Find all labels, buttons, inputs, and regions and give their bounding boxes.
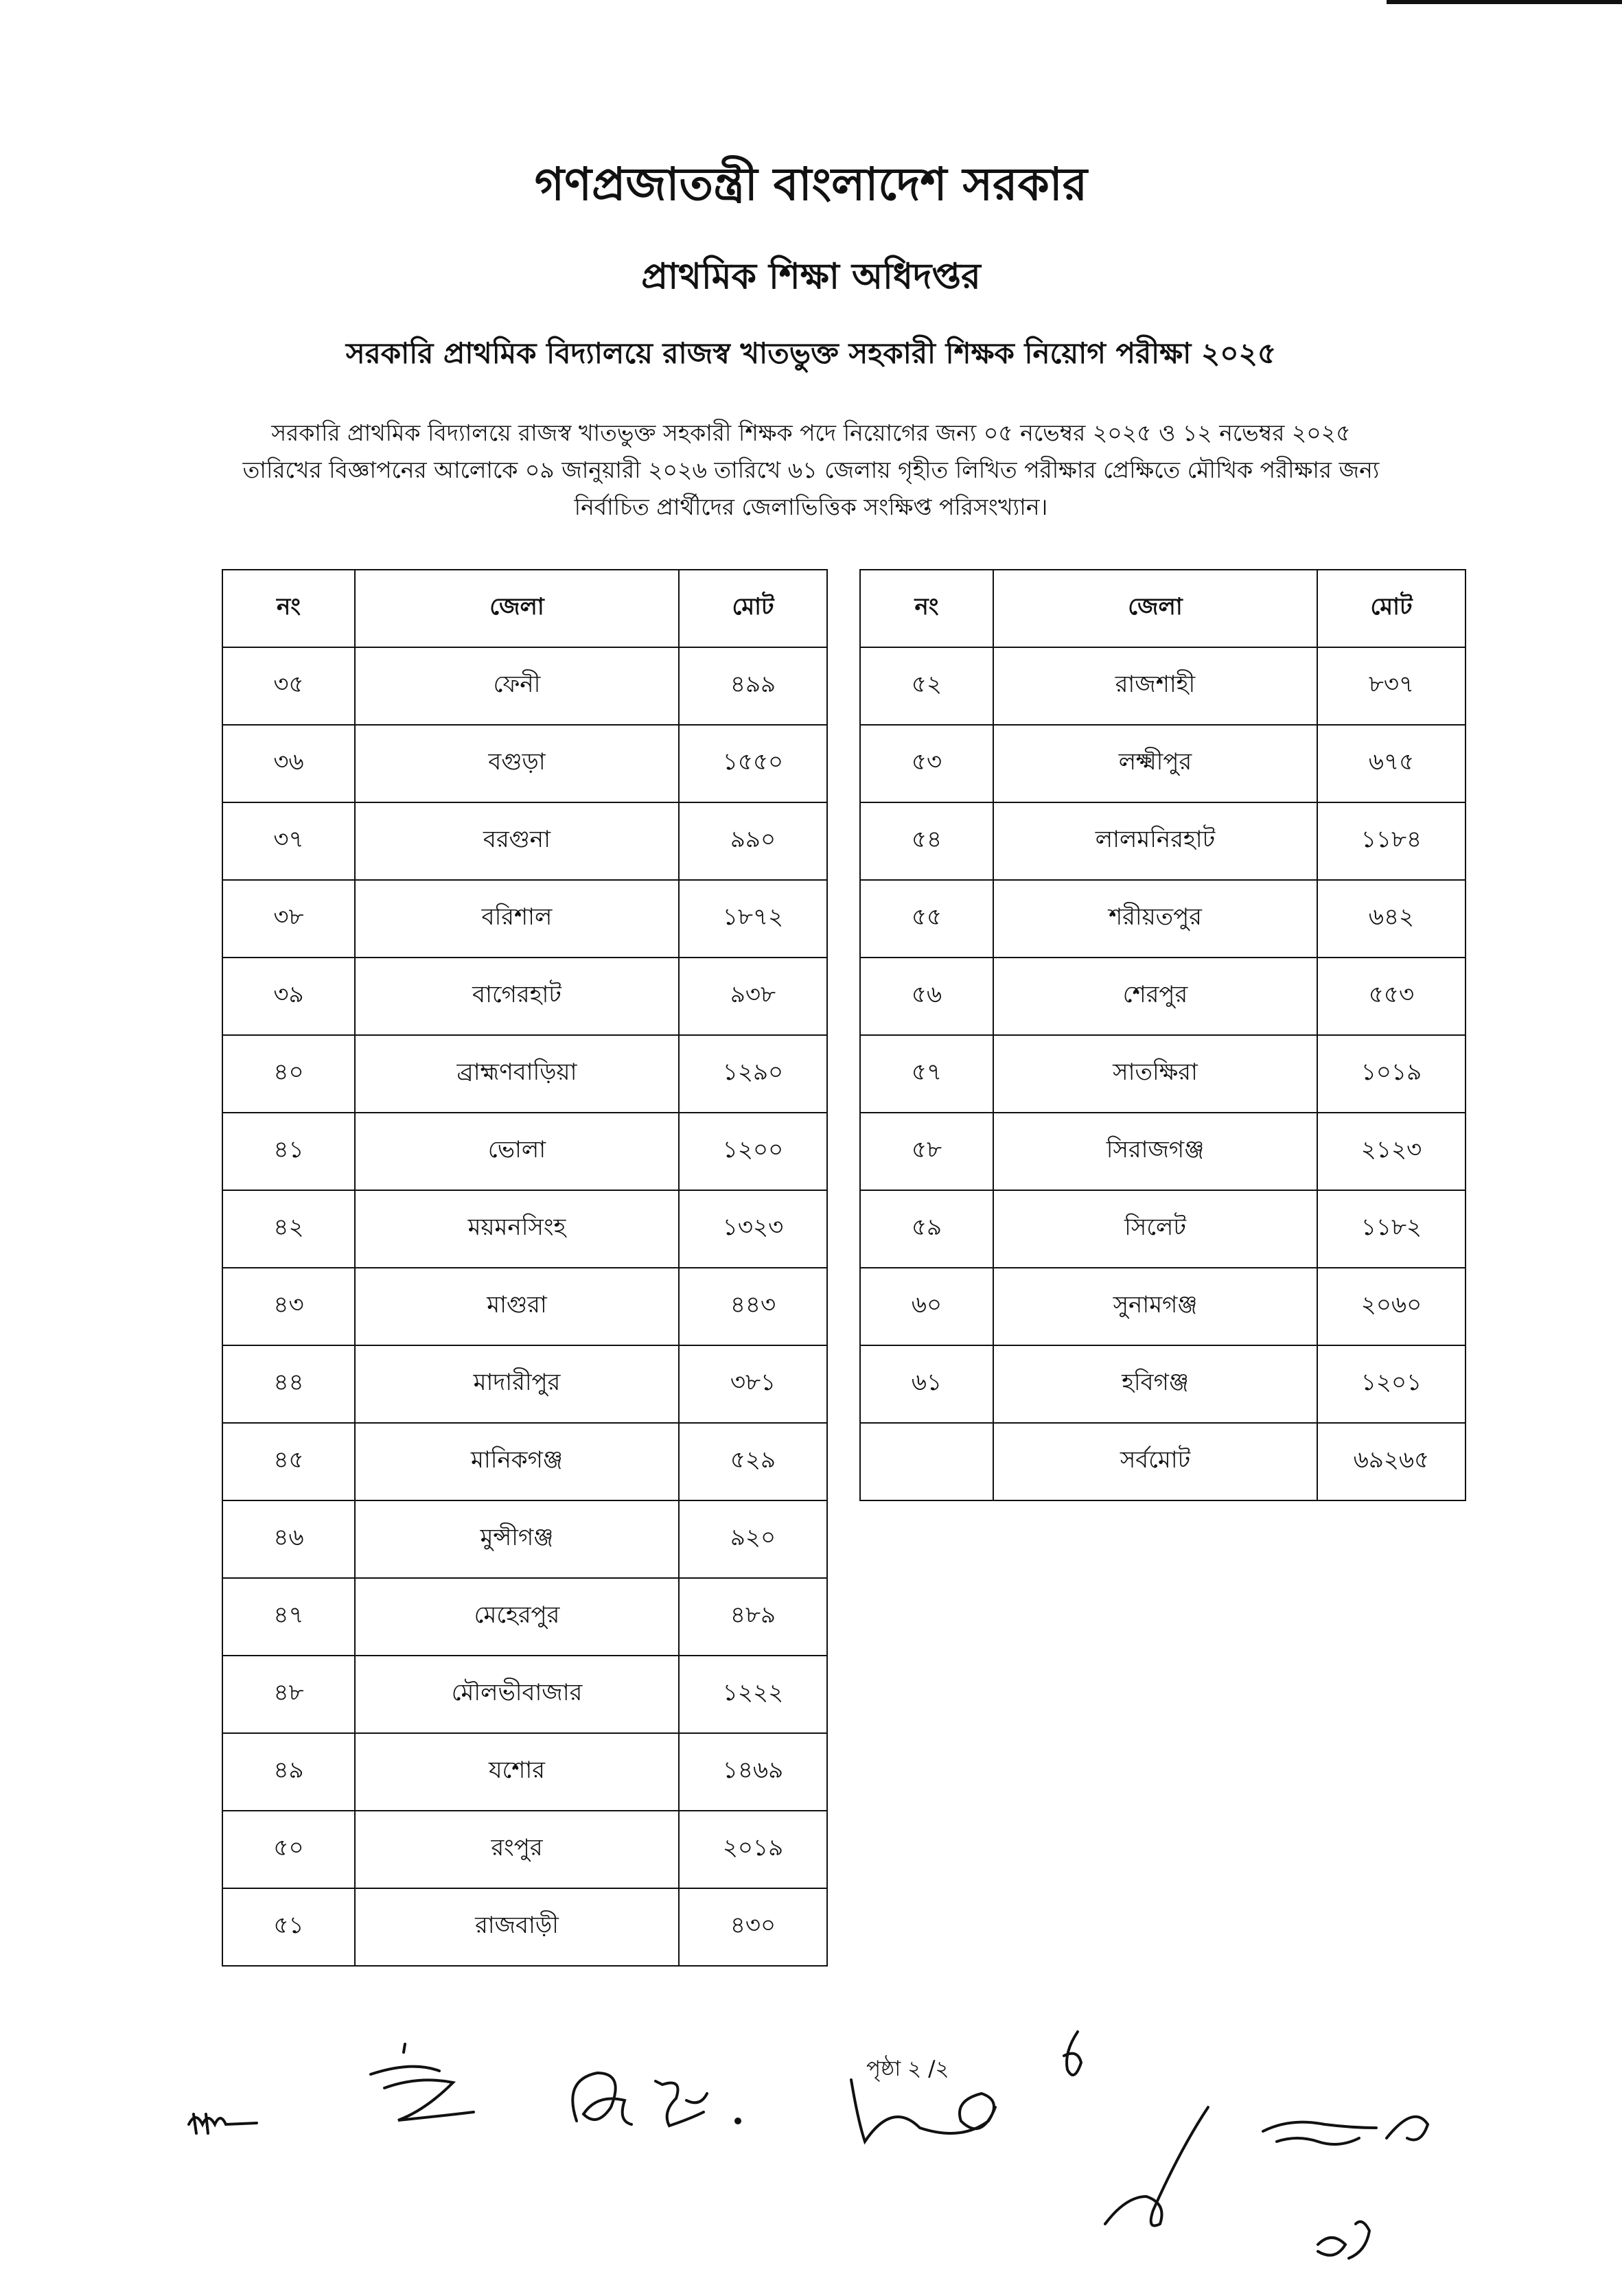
district-name-cell: রাজশাহী (993, 647, 1317, 725)
district-no-cell: ৪৪ (222, 1345, 355, 1423)
table-row (222, 1733, 827, 1811)
district-name-cell: ময়মনসিংহ (355, 1190, 679, 1268)
district-total-cell: ৬৯২৬৫ (1317, 1423, 1465, 1500)
district-total-cell: ৯৩৮ (679, 958, 827, 1035)
district-no-cell: ৫৬ (860, 958, 993, 1035)
district-total-cell: ১৫৫০ (679, 725, 827, 802)
description-line: নির্বাচিত প্রার্থীদের জেলাভিত্তিক সংক্ষিপ্ত পরিসংখ্যান। (574, 494, 1048, 520)
district-no-cell: ৪১ (222, 1113, 355, 1190)
district-no-cell: ৪৭ (222, 1578, 355, 1656)
district-total-cell: ৬৪২ (1317, 880, 1465, 958)
district-no-cell: ৪২ (222, 1190, 355, 1268)
district-name-cell: সিলেট (993, 1190, 1317, 1268)
district-total-cell: ৪৪৩ (679, 1268, 827, 1345)
table-header-row (860, 570, 1465, 647)
district-no-cell: ৫৪ (860, 802, 993, 880)
district-no-cell: ৪৬ (222, 1500, 355, 1578)
table-row (860, 1190, 1465, 1268)
district-name-cell: ফেনী (355, 647, 679, 725)
table-row (222, 725, 827, 802)
district-name-cell: মৌলভীবাজার (355, 1656, 679, 1733)
district-name-cell: সুনামগঞ্জ (993, 1268, 1317, 1345)
district-no-cell: ৬১ (860, 1345, 993, 1423)
signature-2 (371, 2044, 474, 2120)
table-row (860, 647, 1465, 725)
table-row (222, 1268, 827, 1345)
department-title: প্রাথমিক শিক্ষা অধিদপ্তর (641, 256, 981, 297)
district-name-cell: লক্ষ্মীপুর (993, 725, 1317, 802)
table-row (860, 1268, 1465, 1345)
column-header-no: নং (222, 570, 355, 647)
district-name-cell: সাতক্ষিরা (993, 1035, 1317, 1113)
district-total-cell: ৮৩৭ (1317, 647, 1465, 725)
table-row (222, 958, 827, 1035)
table-row (860, 1113, 1465, 1190)
district-no-cell: ৩৯ (222, 958, 355, 1035)
district-total-cell: ৪৩০ (679, 1888, 827, 1966)
district-table-right (859, 569, 1466, 1501)
district-total-cell: ১৩২৩ (679, 1190, 827, 1268)
district-name-cell: বাগেরহাট (355, 958, 679, 1035)
table-row (860, 1423, 1465, 1500)
district-total-cell: ১১৮২ (1317, 1190, 1465, 1268)
district-no-cell: ৫৭ (860, 1035, 993, 1113)
table-row (860, 725, 1465, 802)
district-no-cell: ৫৫ (860, 880, 993, 958)
table-row (222, 1888, 827, 1966)
district-no-cell (860, 1423, 993, 1500)
district-no-cell: ৫১ (222, 1888, 355, 1966)
table-row (222, 647, 827, 725)
table-row (222, 880, 827, 958)
table-header-row (222, 570, 827, 647)
table-row (860, 880, 1465, 958)
district-name-cell: বরগুনা (355, 802, 679, 880)
district-no-cell: ৪৩ (222, 1268, 355, 1345)
table-row (222, 1035, 827, 1113)
government-title: গণপ্রজাতন্ত্রী বাংলাদেশ সরকার (534, 158, 1088, 211)
district-name-cell: বগুড়া (355, 725, 679, 802)
district-name-cell: লালমনিরহাট (993, 802, 1317, 880)
district-name-cell: যশোর (355, 1733, 679, 1811)
district-no-cell: ৩৭ (222, 802, 355, 880)
district-no-cell: ৫৮ (860, 1113, 993, 1190)
district-total-cell: ৫৫৩ (1317, 958, 1465, 1035)
signature-6 (1263, 2117, 1428, 2258)
column-header-total: মোট (679, 570, 827, 647)
district-total-cell: ১১৮৪ (1317, 802, 1465, 880)
district-no-cell: ৪৫ (222, 1423, 355, 1500)
district-total-cell: ১২০১ (1317, 1345, 1465, 1423)
column-header-district: জেলা (993, 570, 1317, 647)
district-total-cell: ১২৯০ (679, 1035, 827, 1113)
district-no-cell: ৫২ (860, 647, 993, 725)
table-row (222, 1656, 827, 1733)
district-total-cell: ৯৯০ (679, 802, 827, 880)
table-row (222, 1113, 827, 1190)
top-edge-line (1387, 0, 1622, 4)
district-no-cell: ৫০ (222, 1811, 355, 1888)
district-name-cell: মুন্সীগঞ্জ (355, 1500, 679, 1578)
district-no-cell: ৪০ (222, 1035, 355, 1113)
district-name-cell: মানিকগঞ্জ (355, 1423, 679, 1500)
table-row (222, 1500, 827, 1578)
district-table-left (222, 569, 828, 1967)
table-row (860, 1345, 1465, 1423)
district-total-cell: ১৪৬৯ (679, 1733, 827, 1811)
district-total-cell: ১০১৯ (1317, 1035, 1465, 1113)
district-name-cell: মাগুরা (355, 1268, 679, 1345)
page-number: পৃষ্ঠা ২ /২ (866, 2056, 949, 2081)
description (227, 415, 1395, 526)
signature-5 (1105, 2107, 1208, 2226)
table-row (860, 1035, 1465, 1113)
district-total-cell: ২১২৩ (1317, 1113, 1465, 1190)
description-line: সরকারি প্রাথমিক বিদ্যালয়ে রাজস্ব খাতভুক্ত সহকারী শিক্ষক পদে নিয়োগের জন্য ০৫ নভেম্বর ২০২৫ ও ১২ নভেম্বর ২০২৫ (271, 419, 1351, 446)
district-name-cell: সিরাজগঞ্জ (993, 1113, 1317, 1190)
district-total-cell: ৩৮১ (679, 1345, 827, 1423)
district-total-cell: ৪৯৯ (679, 647, 827, 725)
table-row (222, 1578, 827, 1656)
district-total-cell: ৯২০ (679, 1500, 827, 1578)
table-row (860, 802, 1465, 880)
district-no-cell: ৫৯ (860, 1190, 993, 1268)
district-total-cell: ৬৭৫ (1317, 725, 1465, 802)
district-name-cell: মেহেরপুর (355, 1578, 679, 1656)
signature-1 (189, 2114, 257, 2133)
table-row (222, 1423, 827, 1500)
table-row (222, 1345, 827, 1423)
signature-3 (572, 2073, 740, 2126)
column-header-total: মোট (1317, 570, 1465, 647)
district-no-cell: ৫৩ (860, 725, 993, 802)
district-name-cell: বরিশাল (355, 880, 679, 958)
district-total-cell: ৪৮৯ (679, 1578, 827, 1656)
district-name-cell: সর্বমোট (993, 1423, 1317, 1500)
district-no-cell: ৩৬ (222, 725, 355, 802)
table-row (860, 958, 1465, 1035)
district-total-cell: ১২০০ (679, 1113, 827, 1190)
district-name-cell: হবিগঞ্জ (993, 1345, 1317, 1423)
district-total-cell: ১২২২ (679, 1656, 827, 1733)
district-name-cell: শরীয়তপুর (993, 880, 1317, 958)
signature-4 (851, 2032, 1081, 2142)
district-no-cell: ৩৫ (222, 647, 355, 725)
district-name-cell: ভোলা (355, 1113, 679, 1190)
district-total-cell: ৫২৯ (679, 1423, 827, 1500)
district-no-cell: ৪৮ (222, 1656, 355, 1733)
column-header-no: নং (860, 570, 993, 647)
district-no-cell: ৬০ (860, 1268, 993, 1345)
district-name-cell: মাদারীপুর (355, 1345, 679, 1423)
district-total-cell: ১৮৭২ (679, 880, 827, 958)
table-row (222, 1811, 827, 1888)
district-name-cell: রাজবাড়ী (355, 1888, 679, 1966)
district-name-cell: ব্রাহ্মণবাড়িয়া (355, 1035, 679, 1113)
description-line: তারিখের বিজ্ঞাপনের আলোকে ০৯ জানুয়ারী ২০২৬ তারিখে ৬১ জেলায় গৃহীত লিখিত পরীক্ষার প্রেক্ষিতে মৌখিক পরীক্ষার জন্য (242, 456, 1380, 483)
district-no-cell: ৪৯ (222, 1733, 355, 1811)
exam-title: সরকারি প্রাথমিক বিদ্যালয়ে রাজস্ব খাতভুক্ত সহকারী শিক্ষক নিয়োগ পরীক্ষা ২০২৫ (345, 336, 1277, 370)
signatures (0, 2018, 1622, 2296)
district-total-cell: ২০১৯ (679, 1811, 827, 1888)
district-name-cell: রংপুর (355, 1811, 679, 1888)
district-name-cell: শেরপুর (993, 958, 1317, 1035)
district-total-cell: ২০৬০ (1317, 1268, 1465, 1345)
district-no-cell: ৩৮ (222, 880, 355, 958)
table-row (222, 1190, 827, 1268)
column-header-district: জেলা (355, 570, 679, 647)
table-row (222, 802, 827, 880)
